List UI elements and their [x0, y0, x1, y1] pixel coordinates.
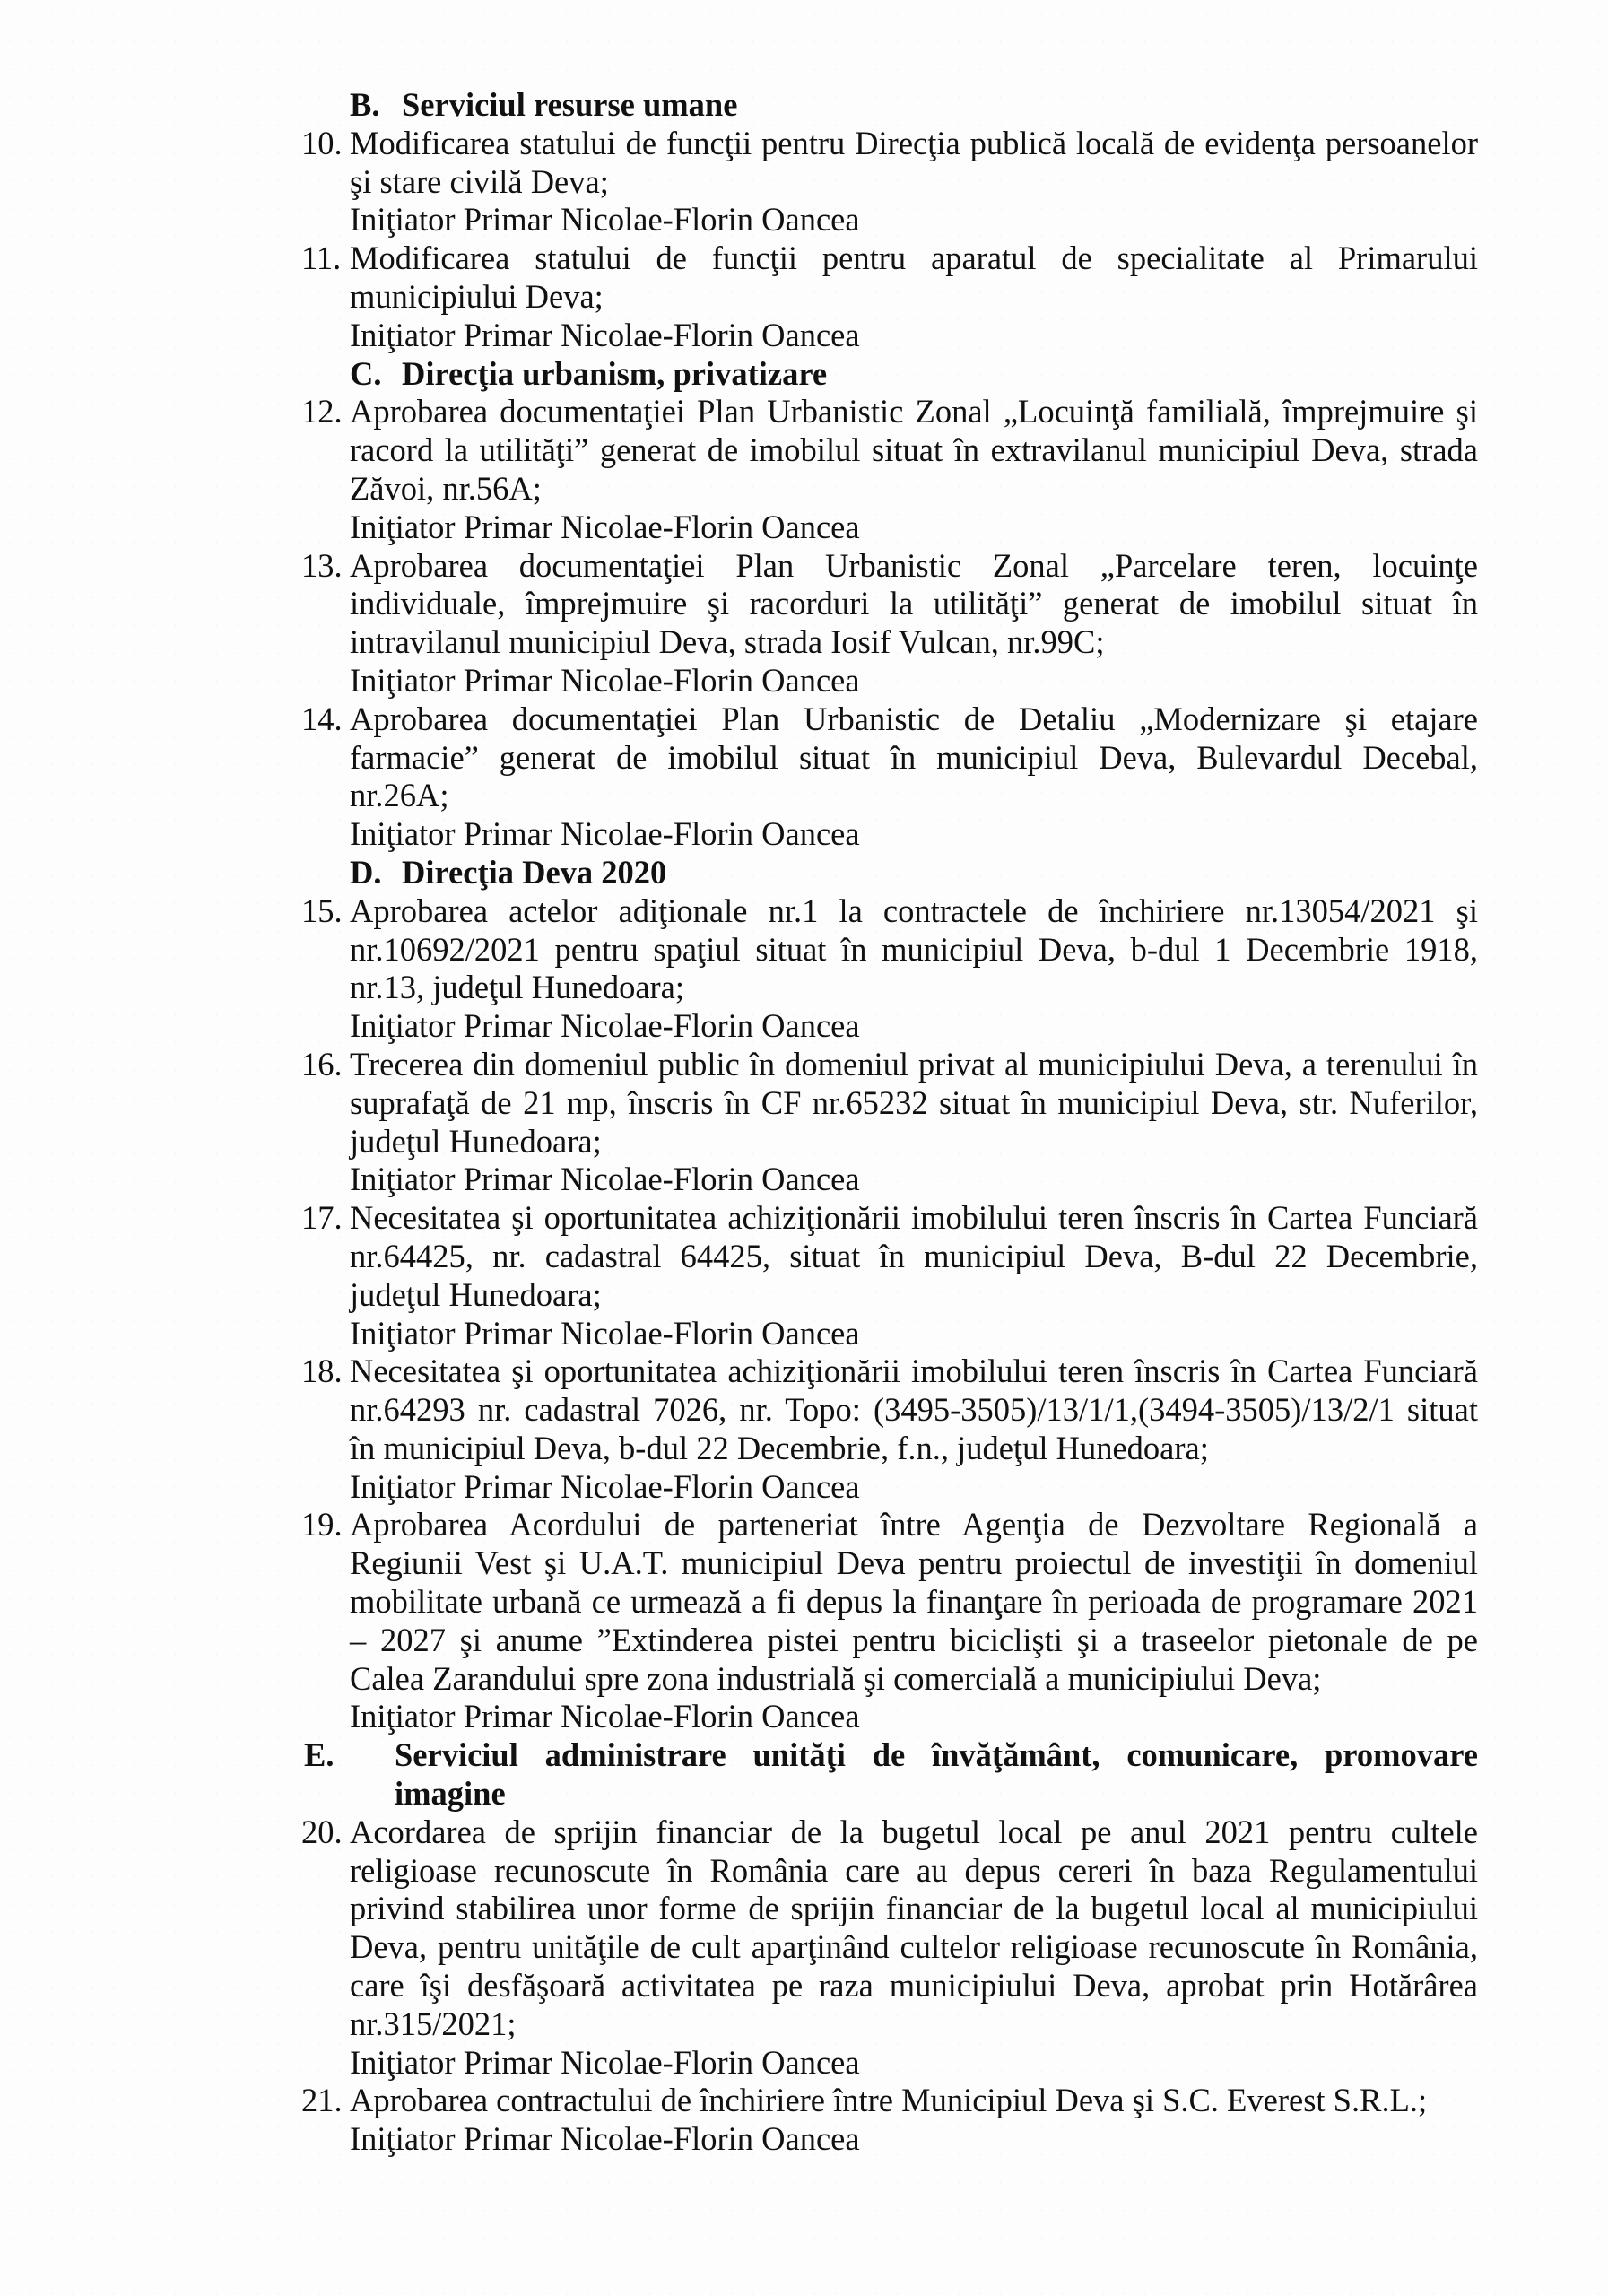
item-text-line: nr.64293 nr. cadastral 7026, nr. Topo: (3495-3505)/13/1/1,(3494-3505)/13/2/1 situat	[350, 1391, 1478, 1429]
agenda-item-14	[301, 700, 1478, 854]
section-letter: D.	[350, 853, 382, 891]
item-number: 16.	[301, 1045, 343, 1083]
item-initiator: Iniţiator Primar Nicolae-Florin Oancea	[350, 316, 860, 353]
item-text-line: religioase recunoscute în România care au depus cereri în baza Regulamentului	[350, 1851, 1478, 1889]
item-text-line: – 2027 şi anume ”Extinderea pistei pentru biciclişti şi a traseelor pietonale de pe	[350, 1621, 1478, 1658]
item-initiator: Iniţiator Primar Nicolae-Florin Oancea	[350, 1007, 860, 1045]
item-text-line: judeţul Hunedoara;	[350, 1122, 602, 1160]
item-initiator: Iniţiator Primar Nicolae-Florin Oancea	[350, 1314, 860, 1352]
item-initiator: Iniţiator Primar Nicolae-Florin Oancea	[350, 815, 860, 853]
item-text-line: Regiunii Vest şi U.A.T. municipiul Deva pentru proiectul de investiţii în domeniul	[350, 1544, 1478, 1582]
section-heading-b	[301, 86, 1478, 125]
agenda-item-12	[301, 393, 1478, 546]
item-text-line: care îşi desfăşoară activitatea pe raza municipiului Deva, aprobat prin Hotărârea	[350, 1967, 1478, 2005]
item-text-line: nr.315/2021;	[350, 2005, 517, 2042]
item-text-line: Aprobarea documentaţiei Plan Urbanistic de Detaliu „Modernizare şi etajare	[350, 700, 1478, 737]
agenda-item-17	[301, 1199, 1478, 1352]
item-text-line: Aprobarea Acordului de parteneriat între Agenţia de Dezvoltare Regională a	[350, 1506, 1478, 1544]
item-initiator: Iniţiator Primar Nicolae-Florin Oancea	[350, 2043, 860, 2081]
item-number: 13.	[301, 546, 343, 584]
item-text-line: farmacie” generat de imobilul situat în municipiul Deva, Bulevardul Decebal,	[350, 738, 1478, 776]
item-text-line: nr.64425, nr. cadastral 64425, situat în municipiul Deva, B-dul 22 Decembrie,	[350, 1237, 1478, 1274]
item-initiator: Iniţiator Primar Nicolae-Florin Oancea	[350, 1698, 860, 1735]
item-text-line: nr.26A;	[350, 777, 449, 814]
item-number: 17.	[301, 1199, 343, 1237]
agenda-item-15	[301, 892, 1478, 1046]
item-text-line: Aprobarea actelor adiţionale nr.1 la contractele de închiriere nr.13054/2021 şi	[350, 891, 1478, 929]
item-number: 15.	[301, 891, 343, 929]
item-text-line: Necesitatea şi oportunitatea achiziţionării imobilului teren înscris în Cartea Funciară	[350, 1352, 1478, 1390]
item-number: 11.	[301, 239, 342, 277]
item-text-line: municipiului Deva;	[350, 277, 604, 315]
agenda-list	[301, 86, 1478, 2159]
item-text-line: mobilitate urbană ce urmează a fi depus la finanţare în perioada de programare 2021	[350, 1583, 1478, 1621]
agenda-item-13	[301, 547, 1478, 700]
agenda-item-11	[301, 239, 1478, 354]
item-text-line: Deva, pentru unităţile de cult aparţinând cultelor religioase recunoscute în România,	[350, 1928, 1478, 1966]
section-heading-d	[301, 854, 1478, 892]
item-text-line: Aprobarea documentaţiei Plan Urbanistic Zonal „Parcelare teren, locuinţe	[350, 546, 1478, 584]
agenda-item-16	[301, 1046, 1478, 1199]
item-number: 20.	[301, 1813, 343, 1850]
section-title: Direcţia urbanism, privatizare	[402, 354, 828, 392]
item-text-line: în municipiul Deva, b-dul 22 Decembrie, f.n., judeţul Hunedoara;	[350, 1429, 1209, 1466]
agenda-item-21	[301, 2082, 1478, 2159]
section-letter: B.	[350, 86, 380, 123]
section-heading-c	[301, 355, 1478, 394]
item-number: 18.	[301, 1352, 343, 1390]
item-text-line: Zăvoi, nr.56A;	[350, 469, 542, 507]
item-initiator: Iniţiator Primar Nicolae-Florin Oancea	[350, 2120, 860, 2158]
item-initiator: Iniţiator Primar Nicolae-Florin Oancea	[350, 661, 860, 699]
section-letter: C.	[350, 354, 382, 392]
agenda-item-10	[301, 125, 1478, 239]
agenda-item-18	[301, 1352, 1478, 1506]
item-text-line: nr.13, judeţul Hunedoara;	[350, 969, 685, 1006]
item-initiator: Iniţiator Primar Nicolae-Florin Oancea	[350, 1161, 860, 1198]
item-text-line: Aprobarea contractului de închiriere între Municipiul Deva şi S.C. Everest S.R.L.;	[350, 2082, 1428, 2119]
item-text-line: Modificarea statului de funcţii pentru aparatul de specialitate al Primarului	[350, 239, 1478, 277]
section-heading-e	[301, 1736, 1478, 1813]
item-number: 21.	[301, 2082, 343, 2119]
section-title: Direcţia Deva 2020	[402, 853, 667, 891]
item-text-line: Calea Zarandului spre zona industrială şi comercială a municipiului Deva;	[350, 1659, 1322, 1697]
agenda-item-20	[301, 1813, 1478, 2083]
item-number: 10.	[301, 124, 343, 161]
item-text-line: privind stabilirea unor forme de sprijin financiar de la bugetul local al municipiului	[350, 1890, 1478, 1927]
item-text-line: intravilanul municipiul Deva, strada Iosif Vulcan, nr.99C;	[350, 623, 1105, 661]
item-text-line: Trecerea din domeniul public în domeniul privat al municipiului Deva, a terenului în	[350, 1045, 1478, 1083]
item-text-line: Acordarea de sprijin financiar de la bugetul local pe anul 2021 pentru cultele	[350, 1813, 1478, 1850]
section-title: Serviciul resurse umane	[402, 86, 738, 123]
agenda-item-19	[301, 1506, 1478, 1736]
item-initiator: Iniţiator Primar Nicolae-Florin Oancea	[350, 201, 860, 239]
section-title-continued: imagine	[395, 1775, 506, 1813]
section-title: Serviciul administrare unităţi de învăţământ, comunicare, promovare	[395, 1736, 1478, 1774]
item-text-line: Modificarea statului de funcţii pentru Direcţia publică locală de evidenţa persoanelor	[350, 124, 1478, 161]
item-number: 19.	[301, 1506, 343, 1544]
item-text-line: judeţul Hunedoara;	[350, 1275, 602, 1313]
item-text-line: suprafaţă de 21 mp, înscris în CF nr.65232 situat în municipiul Deva, str. Nuferilor,	[350, 1083, 1478, 1121]
item-text-line: individuale, împrejmuire şi racorduri la utilităţi” generat de imobilul situat în	[350, 585, 1478, 622]
item-number: 12.	[301, 393, 343, 430]
item-text-line: Aprobarea documentaţiei Plan Urbanistic Zonal „Locuinţă familială, împrejmuire şi	[350, 393, 1478, 430]
item-text-line: şi stare civilă Deva;	[350, 162, 609, 200]
item-text-line: Necesitatea şi oportunitatea achiziţionării imobilului teren înscris în Cartea Funciară	[350, 1199, 1478, 1237]
item-number: 14.	[301, 700, 343, 737]
item-text-line: nr.10692/2021 pentru spaţiul situat în municipiul Deva, b-dul 1 Decembrie 1918,	[350, 930, 1478, 968]
item-initiator: Iniţiator Primar Nicolae-Florin Oancea	[350, 1467, 860, 1505]
item-initiator: Iniţiator Primar Nicolae-Florin Oancea	[350, 508, 860, 545]
item-text-line: racord la utilităţi” generat de imobilul situat în extravilanul municipiul Deva, strada	[350, 431, 1478, 469]
section-letter: E.	[304, 1736, 335, 1774]
